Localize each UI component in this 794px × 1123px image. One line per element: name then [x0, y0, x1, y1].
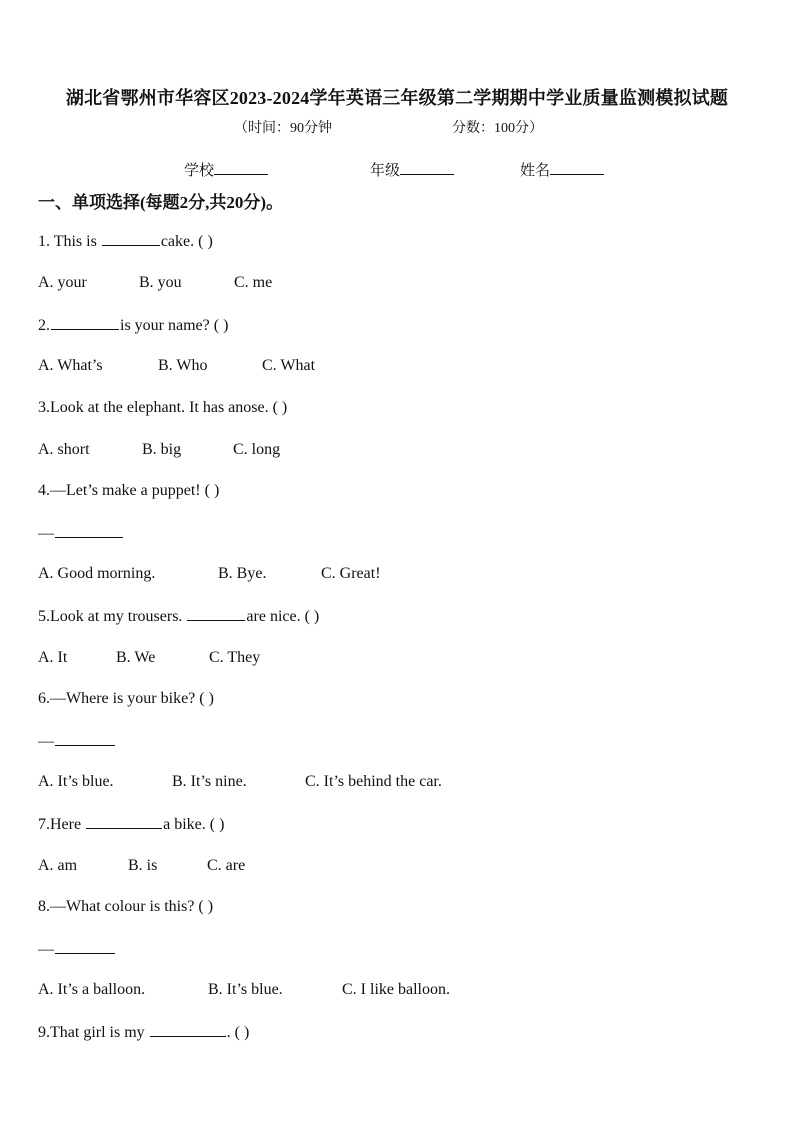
- name-blank[interactable]: [550, 160, 604, 175]
- school-field: [184, 159, 268, 180]
- option-a[interactable]: A. your: [38, 274, 87, 291]
- answer-blank[interactable]: [55, 524, 123, 538]
- answer-blank[interactable]: [187, 607, 245, 621]
- option-b[interactable]: B. is: [128, 857, 158, 874]
- options-7: [38, 857, 245, 875]
- school-blank[interactable]: [214, 160, 268, 175]
- option-c[interactable]: C. It’s behind the car.: [305, 773, 442, 790]
- name-label: 姓名: [520, 163, 551, 179]
- option-a[interactable]: A. What’s: [38, 357, 103, 374]
- question-1: [38, 232, 213, 251]
- question-text: 4.—Let’s make a puppet! ( ): [38, 482, 220, 499]
- question-text: 7.Here: [38, 816, 86, 833]
- grade-blank[interactable]: [400, 160, 454, 175]
- option-c[interactable]: C. They: [209, 649, 261, 666]
- question-text: are nice. ( ): [246, 608, 320, 625]
- question-text: is your name? ( ): [120, 317, 229, 334]
- option-c[interactable]: C. me: [234, 274, 273, 291]
- grade-field: [370, 159, 454, 180]
- question-6: [38, 690, 214, 708]
- option-b[interactable]: B. Bye.: [218, 565, 267, 582]
- option-b[interactable]: B. big: [142, 441, 182, 458]
- question-text: . ( ): [226, 1024, 250, 1041]
- answer-blank[interactable]: [86, 815, 162, 829]
- options-8: [38, 981, 450, 999]
- question-5: [38, 607, 319, 626]
- question-7: [38, 815, 224, 834]
- question-text: 5.Look at my trousers.: [38, 608, 187, 625]
- exam-title: 湖北省鄂州市华容区2023-2024学年英语三年级第二学期期中学业质量监测模拟试题: [65, 88, 729, 108]
- answer-blank[interactable]: [51, 316, 119, 330]
- question-8: [38, 898, 213, 916]
- question-text: 8.—What colour is this? ( ): [38, 898, 214, 915]
- options-3: [38, 441, 280, 459]
- grade-label: 年级: [370, 163, 401, 179]
- option-b[interactable]: B. It’s nine.: [172, 773, 247, 790]
- option-a[interactable]: A. It’s blue.: [38, 773, 114, 790]
- dash: —: [38, 941, 54, 958]
- options-5: [38, 649, 260, 667]
- options-2: [38, 357, 315, 375]
- option-a[interactable]: A. It: [38, 649, 68, 666]
- answer-blank[interactable]: [150, 1023, 226, 1037]
- option-b[interactable]: B. Who: [158, 357, 208, 374]
- option-c[interactable]: C. What: [262, 357, 316, 374]
- answer-blank[interactable]: [55, 940, 115, 954]
- options-1: [38, 274, 272, 292]
- answer-blank[interactable]: [55, 732, 115, 746]
- option-b[interactable]: B. It’s blue.: [208, 981, 283, 998]
- dash: —: [38, 525, 54, 542]
- answer-line-8: [38, 940, 116, 959]
- option-c[interactable]: C. are: [207, 857, 246, 874]
- exam-score: 分数：100分）: [452, 121, 543, 136]
- option-a[interactable]: A. Good morning.: [38, 565, 156, 582]
- dash: —: [38, 733, 54, 750]
- section-heading: 一、单项选择(每题2分,共20分)。: [38, 193, 284, 212]
- question-text: 9.That girl is my: [38, 1024, 149, 1041]
- option-a[interactable]: A. It’s a balloon.: [38, 981, 146, 998]
- option-b[interactable]: B. We: [116, 649, 156, 666]
- answer-line-4: [38, 524, 124, 543]
- question-2: [38, 316, 228, 335]
- option-a[interactable]: A. am: [38, 857, 78, 874]
- question-text: a bike. ( ): [163, 816, 225, 833]
- question-text: 1. This is: [38, 233, 101, 250]
- exam-time: （时间：90分钟: [234, 121, 332, 136]
- option-c[interactable]: C. I like balloon.: [342, 981, 450, 998]
- options-4: [38, 565, 381, 583]
- option-c[interactable]: C. long: [233, 441, 281, 458]
- question-text: 6.—Where is your bike? ( ): [38, 690, 214, 707]
- school-label: 学校: [184, 163, 215, 179]
- question-text: 2.: [38, 317, 50, 334]
- question-text: cake. ( ): [160, 233, 213, 250]
- question-3: [38, 399, 287, 417]
- option-b[interactable]: B. you: [139, 274, 182, 291]
- option-a[interactable]: A. short: [38, 441, 90, 458]
- question-4: [38, 482, 219, 500]
- options-6: [38, 773, 442, 791]
- question-9: [38, 1023, 249, 1042]
- question-text: 3.Look at the elephant. It has anose. ( ): [38, 399, 288, 416]
- answer-blank[interactable]: [102, 232, 160, 246]
- option-c[interactable]: C. Great!: [321, 565, 381, 582]
- name-field: [520, 159, 604, 180]
- answer-line-6: [38, 732, 116, 751]
